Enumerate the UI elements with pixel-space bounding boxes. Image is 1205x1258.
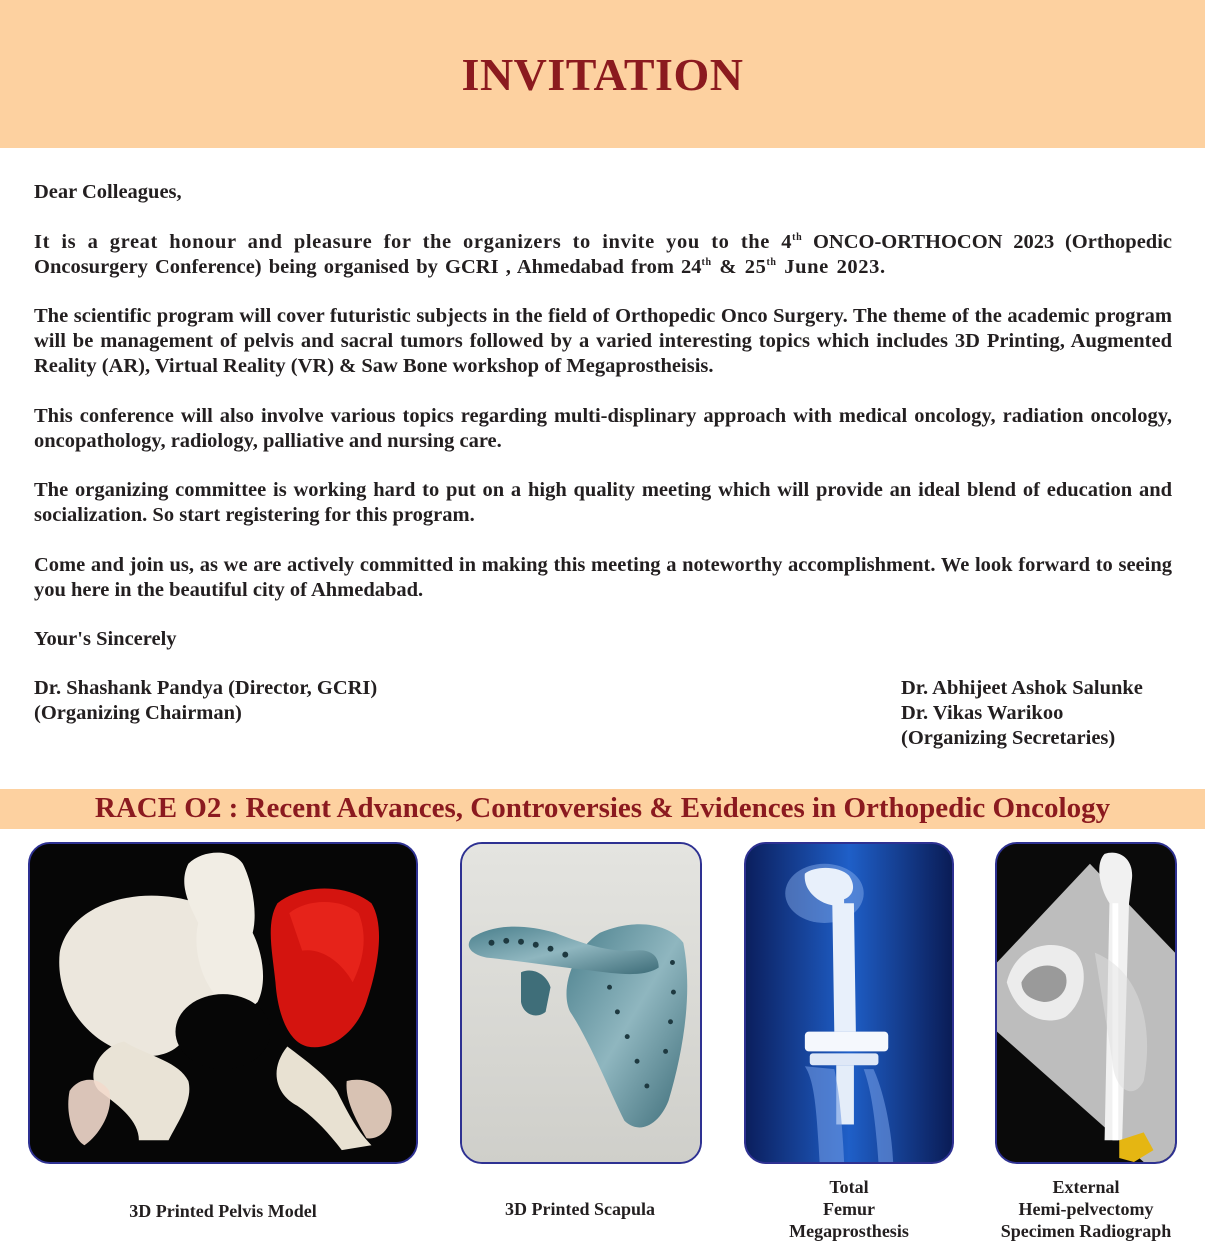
signature-name: Dr. Shashank Pandya (Director, GCRI) (34, 677, 378, 699)
intro-text-b: ONCO-ORTHOCON 2023 (Orthopedic Oncosurgery Conference) being organised by GCRI , Ahmedabad from 24 (34, 230, 1172, 278)
intro-text-a: It is a great honour and pleasure for the organizers to invite you to the 4 (34, 230, 793, 253)
signature-role: (Organizing Secretaries) (901, 727, 1116, 749)
paragraph-program: The scientific program will cover futuristic subjects in the field of Orthopedic Onco Surgery. The theme of the academic program will be management of pelvis and sacral tumors followed by a varied interesting topics which includes 3D Printing, Augmented Reality (AR), Virtual Reality (VR) & Saw Bone workshop of Megaprostheisis. (34, 305, 1172, 377)
scapula-photo (460, 842, 702, 1164)
caption-text: 3D Printed Scapula (504, 1199, 655, 1219)
intro-text-d: June 2023. (776, 255, 886, 278)
race-title: RACE O2 : Recent Advances, Controversies & Evidences in Orthopedic Oncology (94, 792, 1111, 824)
femur-xray-photo (744, 842, 954, 1164)
caption-hemipelvectomy (975, 1176, 1197, 1242)
signature-chairman (34, 676, 377, 726)
caption-line: Femur (823, 1199, 875, 1219)
signature-secretaries (901, 676, 1143, 751)
page-title: INVITATION (461, 49, 744, 100)
ordinal-sup: th (766, 256, 777, 268)
caption-scapula (440, 1198, 720, 1220)
caption-line: External (1052, 1177, 1120, 1197)
caption-line: Hemi-pelvectomy (1018, 1199, 1154, 1219)
caption-text: 3D Printed Pelvis Model (129, 1201, 317, 1221)
caption-femur (744, 1176, 954, 1242)
caption-line: Specimen Radiograph (1000, 1221, 1172, 1241)
hemipelvectomy-radiograph-photo (995, 842, 1177, 1164)
pelvis-model-photo (28, 842, 418, 1164)
paragraph-join: Come and join us, as we are actively committed in making this meeting a noteworthy accomplishment. We look forward to seeing you here in the beautiful city of Ahmedabad. (34, 553, 1172, 601)
signature-name: Dr. Vikas Warikoo (901, 702, 1064, 724)
paragraph-topics: This conference will also involve various topics regarding multi-displinary approach with medical oncology, radiation oncology, oncopathology, radiology, palliative and nursing care. (34, 404, 1172, 452)
paragraph-intro (34, 230, 1172, 280)
caption-pelvis (28, 1200, 418, 1222)
ordinal-sup: th (792, 231, 803, 243)
closing: Your's Sincerely (34, 628, 177, 650)
intro-text-c: & 25 (711, 255, 767, 278)
salutation: Dear Colleagues, (34, 181, 182, 203)
invitation-letter (34, 180, 1172, 677)
caption-line: Total (829, 1177, 869, 1197)
signature-name: Dr. Abhijeet Ashok Salunke (901, 677, 1143, 699)
signature-role: (Organizing Chairman) (34, 702, 242, 724)
ordinal-sup: th (701, 256, 712, 268)
caption-line: Megaprosthesis (789, 1221, 909, 1241)
paragraph-committee: The organizing committee is working hard to put on a high quality meeting which will provide an ideal blend of education and socialization. So start registering for this program. (34, 479, 1172, 526)
